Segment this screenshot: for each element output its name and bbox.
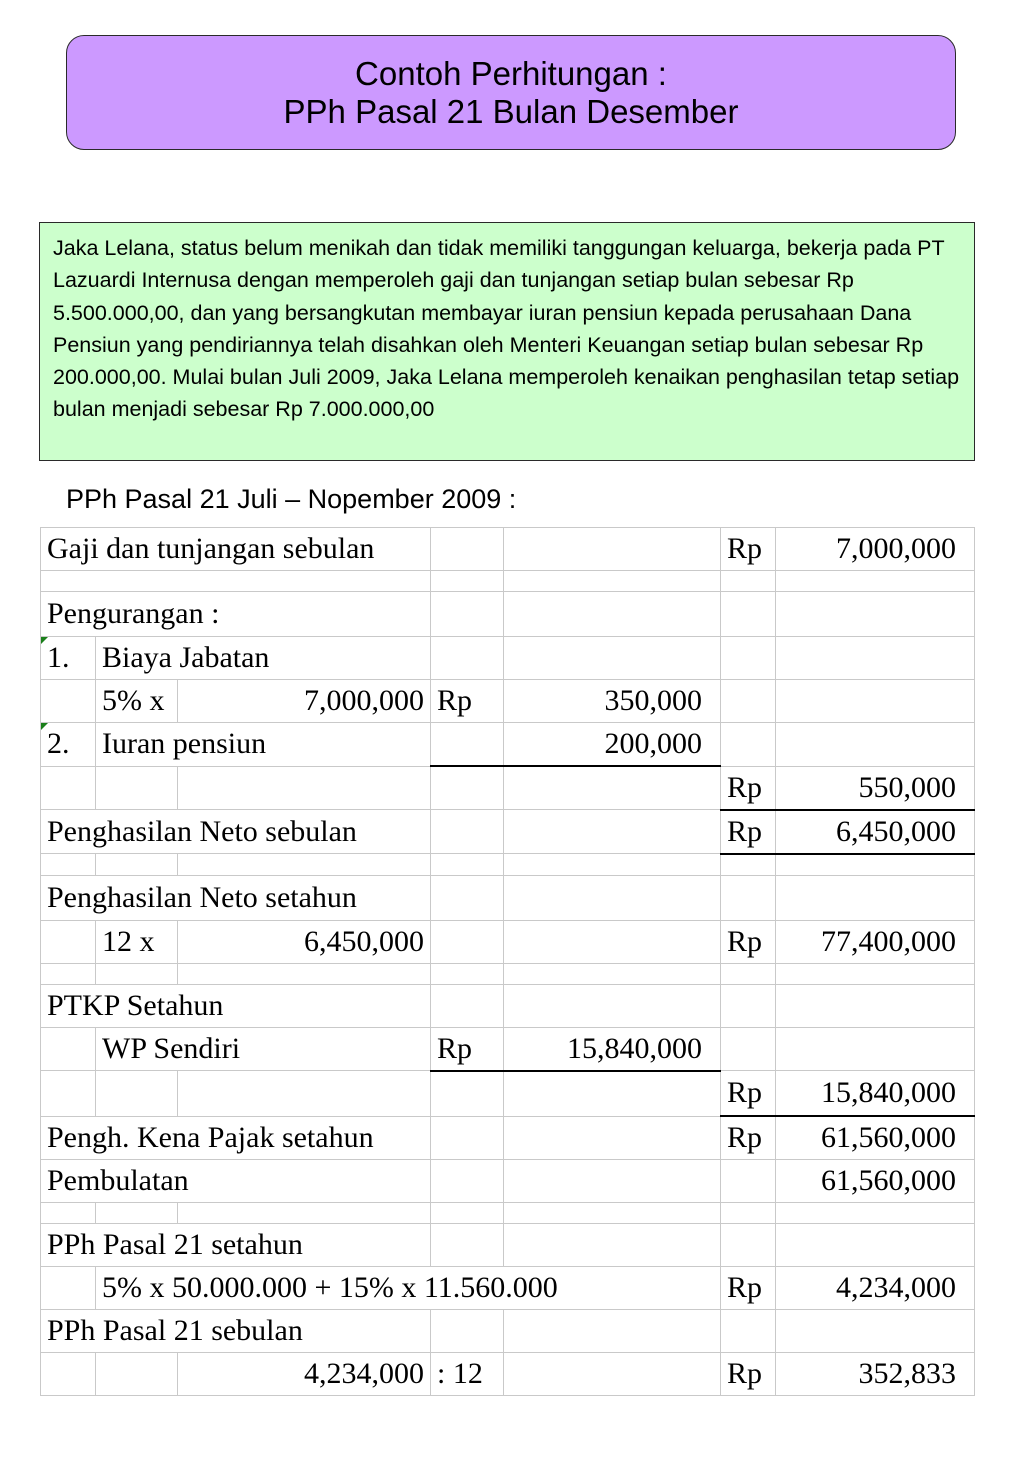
pph-setahun-label: PPh Pasal 21 setahun [41, 1224, 431, 1267]
ptkp-label: PTKP Setahun [41, 984, 431, 1027]
neto-sebulan-rp: Rp [721, 810, 776, 854]
biaya-jabatan-value: 350,000 [504, 680, 721, 723]
pph-setahun-formula: 5% x 50.000.000 + 15% x 11.560.000 [96, 1267, 721, 1310]
pph-setahun-rp: Rp [721, 1267, 776, 1310]
ptkp-total-value: 15,840,000 [776, 1071, 975, 1117]
title-line-1: Contoh Perhitungan : [355, 54, 667, 92]
iuran-label: Iuran pensiun [96, 723, 431, 767]
neto-setahun-value: 77,400,000 [776, 920, 975, 963]
pph-setahun-value: 4,234,000 [776, 1267, 975, 1310]
gaji-label: Gaji dan tunjangan sebulan [41, 528, 431, 571]
iuran-number: 2. [41, 723, 96, 767]
pembulatan-value: 61,560,000 [776, 1160, 975, 1203]
spacer-row [41, 571, 975, 592]
neto-setahun-mult: 12 x [96, 920, 178, 963]
table-row [41, 1267, 975, 1310]
pengurangan-label: Pengurangan : [41, 592, 431, 637]
table-row [41, 637, 975, 680]
biaya-jabatan-label: Biaya Jabatan [96, 637, 431, 680]
pph-sebulan-value: 352,833 [776, 1353, 975, 1396]
gaji-rp: Rp [721, 528, 776, 571]
table-row [41, 810, 975, 854]
title-box [66, 35, 956, 150]
table-row [41, 680, 975, 723]
neto-sebulan-label: Penghasilan Neto sebulan [41, 810, 431, 854]
table-row [41, 1071, 975, 1117]
biaya-jabatan-pct: 5% x [96, 680, 178, 723]
spacer-row [41, 854, 975, 876]
biaya-jabatan-number: 1. [41, 637, 96, 680]
case-description: Jaka Lelana, status belum menikah dan tidak memiliki tanggungan keluarga, bekerja pada PT Lazuardi Internusa dengan memperoleh gaji dan tunjangan setiap bulan sebesar Rp 5.500.000,00, dan yang bersangkutan membayar iuran pensiun kepada perusahaan Dana Pensiun yang pendiriannya telah disahkan oleh Menteri Keuangan setiap bulan sebesar Rp 200.000,00. Mulai bulan Juli 2009, Jaka Lelana memperoleh kenaikan penghasilan tetap setiap bulan menjadi sebesar Rp 7.000.000,00 [39, 222, 975, 461]
spacer-row [41, 963, 975, 984]
neto-setahun-base: 6,450,000 [178, 920, 431, 963]
pembulatan-label: Pembulatan [41, 1160, 431, 1203]
neto-sebulan-value: 6,450,000 [776, 810, 975, 854]
table-row [41, 1353, 975, 1396]
neto-setahun-label: Penghasilan Neto setahun [41, 875, 431, 920]
pkp-rp: Rp [721, 1116, 776, 1160]
pph-sebulan-label: PPh Pasal 21 sebulan [41, 1310, 431, 1353]
biaya-jabatan-rp: Rp [431, 680, 504, 723]
iuran-value: 200,000 [504, 723, 721, 767]
table-row [41, 766, 975, 810]
pph-sebulan-base: 4,234,000 [178, 1353, 431, 1396]
table-row [41, 592, 975, 637]
table-row [41, 1310, 975, 1353]
ptkp-wp-rp: Rp [431, 1027, 504, 1071]
gaji-value: 7,000,000 [776, 528, 975, 571]
table-row [41, 984, 975, 1027]
spacer-row [41, 1203, 975, 1224]
total-pengurangan-rp: Rp [721, 766, 776, 810]
title-line-2: PPh Pasal 21 Bulan Desember [283, 92, 739, 130]
section-subtitle: PPh Pasal 21 Juli – Nopember 2009 : [66, 484, 517, 514]
table-row [41, 1160, 975, 1203]
pph-sebulan-div: : 12 [431, 1353, 504, 1396]
pph-sebulan-rp: Rp [721, 1353, 776, 1396]
total-pengurangan-value: 550,000 [776, 766, 975, 810]
ptkp-wp-value: 15,840,000 [504, 1027, 721, 1071]
ptkp-wp-label: WP Sendiri [96, 1027, 431, 1071]
table-row [41, 1116, 975, 1160]
table-row [41, 723, 975, 767]
table-row [41, 1224, 975, 1267]
table-row [41, 920, 975, 963]
neto-setahun-rp: Rp [721, 920, 776, 963]
ptkp-total-rp: Rp [721, 1071, 776, 1117]
table-row [41, 875, 975, 920]
biaya-jabatan-base: 7,000,000 [178, 680, 431, 723]
pkp-value: 61,560,000 [776, 1116, 975, 1160]
table-row [41, 528, 975, 571]
table-row [41, 1027, 975, 1071]
pkp-label: Pengh. Kena Pajak setahun [41, 1116, 431, 1160]
calculation-table [40, 527, 975, 1396]
